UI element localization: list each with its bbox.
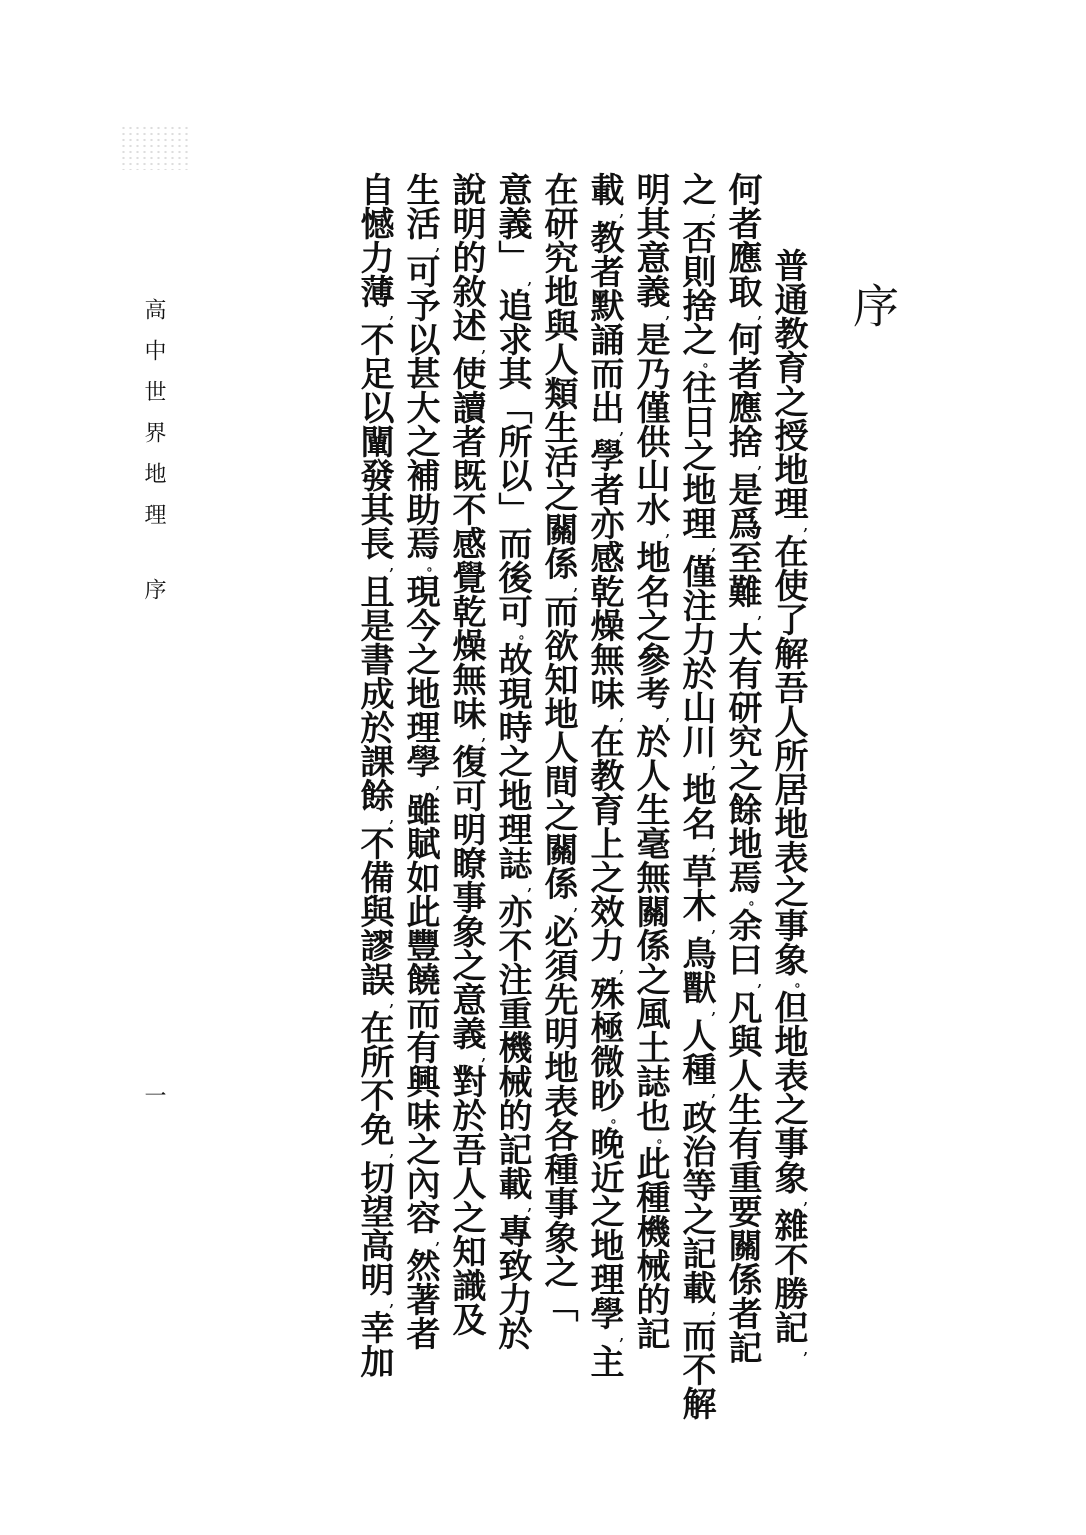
punctuation-mark: , <box>665 709 670 724</box>
text-column-7: 意義」,追求其「所以」而後可。故現時之地理誌,亦不注重機械的記載,專致力於 <box>492 172 532 1350</box>
punctuation-mark: 。 <box>518 627 532 642</box>
punctuation-mark: , <box>711 205 716 220</box>
punctuation-mark: 。 <box>610 1111 624 1126</box>
punctuation-mark: , <box>711 1085 716 1100</box>
punctuation-mark: , <box>573 579 578 594</box>
punctuation-mark: 。 <box>702 355 716 370</box>
running-head-book-title: 高中世界地理 <box>141 298 166 544</box>
punctuation-mark: , <box>711 757 716 772</box>
punctuation-mark: , <box>757 607 762 622</box>
punctuation-mark: , <box>527 879 532 894</box>
text-column-2: 何者應取,何者應捨,是爲至難,大有研究之餘地焉。余曰,凡與人生有重要關係者記 <box>722 172 762 1364</box>
punctuation-mark: , <box>481 341 486 356</box>
text-column-6: 在研究地與人類生活之關係,而欲知地人間之關係,必須先明地表各種事象之「 <box>538 172 578 1322</box>
punctuation-mark: , <box>481 729 486 744</box>
punctuation-mark: , <box>757 975 762 990</box>
text-column-10: 自憾力薄,不足以闡發其長,且是書成於課餘,不備與謬誤,在所不免,切望高明,幸加 <box>354 172 394 1378</box>
punctuation-mark: , <box>389 1295 394 1310</box>
text-column-9: 生活,可予以甚大之補助焉。現今之地理學,雖賦如此豐饒而有興味之內容,然著者 <box>400 172 440 1350</box>
punctuation-mark: , <box>389 811 394 826</box>
punctuation-mark: 。 <box>656 1131 670 1146</box>
punctuation-mark: , <box>711 1003 716 1018</box>
punctuation-mark: , <box>389 307 394 322</box>
punctuation-mark: , <box>711 539 716 554</box>
punctuation-mark: 。 <box>748 893 762 908</box>
page-number: 一 <box>141 1084 166 1125</box>
punctuation-mark: , <box>435 239 440 254</box>
punctuation-mark: , <box>527 1199 532 1214</box>
punctuation-mark: , <box>619 205 624 220</box>
punctuation-mark: , <box>803 519 808 534</box>
punctuation-mark: , <box>619 961 624 976</box>
punctuation-mark: , <box>757 457 762 472</box>
punctuation-mark: , <box>527 273 532 288</box>
text-column-5: 載,教者默誦而出,學者亦感乾燥無味,在教育上之效力,殊極微眇。晚近之地理學,主 <box>584 172 624 1378</box>
punctuation-mark: , <box>481 1049 486 1064</box>
punctuation-mark: , <box>389 559 394 574</box>
punctuation-mark: , <box>389 995 394 1010</box>
punctuation-mark: , <box>711 921 716 936</box>
running-head-section: 序 <box>141 578 166 619</box>
punctuation-mark: , <box>665 525 670 540</box>
punctuation-mark: , <box>619 423 624 438</box>
punctuation-mark: , <box>757 307 762 322</box>
text-column-8: 說明的敘述,使讀者既不感覺乾燥無味,復可明瞭事象之意義,對於吾人之知識及 <box>446 172 486 1336</box>
punctuation-mark: , <box>435 777 440 792</box>
scan-specks <box>120 125 190 170</box>
punctuation-mark: 。 <box>794 975 808 990</box>
punctuation-mark: , <box>573 899 578 914</box>
punctuation-mark: , <box>803 1193 808 1208</box>
text-column-4: 明其意義,是乃僅供山水,地名之參考,於人生毫無關係之風土誌也。此種機械的記 <box>630 172 670 1350</box>
punctuation-mark: , <box>803 1343 808 1358</box>
punctuation-mark: , <box>435 1233 440 1248</box>
text-column-3: 之,否則捨之。往日之地理,僅注力於山川,地名,草木,鳥獸,人種,政治等之記載,而不解 <box>676 172 716 1420</box>
punctuation-mark: , <box>665 307 670 322</box>
punctuation-mark: , <box>619 709 624 724</box>
punctuation-mark: , <box>711 1303 716 1318</box>
page-title: 序 <box>846 282 900 328</box>
punctuation-mark: , <box>619 1329 624 1344</box>
punctuation-mark: , <box>389 1145 394 1160</box>
text-column-1: 普通教育之授地理,在使了解吾人所居地表之事象。但地表之事象,雜不勝記, <box>768 248 808 1358</box>
punctuation-mark: , <box>711 839 716 854</box>
punctuation-mark: 。 <box>426 559 440 574</box>
